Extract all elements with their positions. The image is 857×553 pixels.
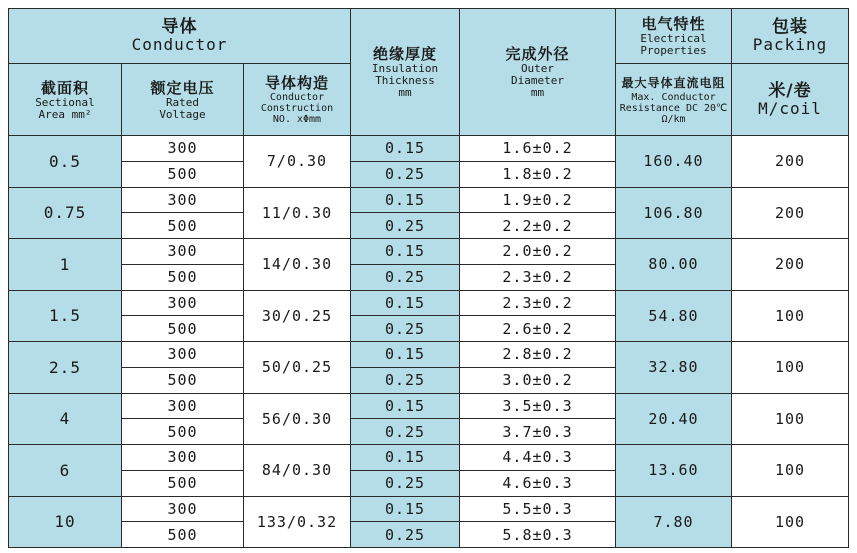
max-resistance-cell: 13.60 [616,445,732,497]
table-row [9,342,849,368]
outer-diameter-cell: 5.8±0.3 [460,522,616,548]
table-row [9,187,849,213]
conductor-construction-cell: 50/0.25 [244,342,351,394]
header-rated-cn: 额定电压 [150,78,215,97]
header-conductor-en: Conductor [131,35,228,54]
rated-voltage-cell: 300 [122,136,244,162]
header-electrical-properties [616,9,732,64]
outer-diameter-cell: 2.3±0.2 [460,290,616,316]
table-row [9,290,849,316]
header-rated-voltage [122,64,244,136]
sectional-area-cell: 0.5 [9,136,122,188]
outer-diameter-cell: 2.2±0.2 [460,213,616,239]
header-sectional-area [9,64,122,136]
outer-diameter-cell: 3.5±0.3 [460,393,616,419]
header-resistance-en1: Max. Conductor [631,92,716,103]
header-outer-cn: 完成外径 [505,45,570,63]
sectional-area-cell: 1 [9,239,122,291]
table-row [9,445,849,471]
header-packing-en: Packing [752,35,828,54]
header-sectional-cn: 截面积 [40,78,89,97]
header-construction-en1: Conductor [269,92,325,103]
header-outer-en1: Outer [520,62,555,75]
header-coil-en: M/coil [758,98,822,118]
insulation-thickness-cell: 0.15 [351,239,460,265]
rated-voltage-cell: 300 [122,445,244,471]
sectional-area-cell: 2.5 [9,342,122,394]
rated-voltage-cell: 300 [122,393,244,419]
header-outer-en2: Diameter [511,74,564,87]
header-resistance-en3: Ω/km [661,114,686,125]
table-row [9,393,849,419]
rated-voltage-cell: 300 [122,239,244,265]
conductor-construction-cell: 84/0.30 [244,445,351,497]
conductor-construction-cell: 133/0.32 [244,496,351,548]
header-conductor-cn: 导体 [161,17,198,37]
header-insulation-unit: mm [398,86,412,99]
conductor-construction-cell: 14/0.30 [244,239,351,291]
sectional-area-cell: 0.75 [9,187,122,239]
outer-diameter-cell: 2.8±0.2 [460,342,616,368]
insulation-thickness-cell: 0.25 [351,419,460,445]
header-conductor-construction [244,64,351,136]
sectional-area-cell: 10 [9,496,122,548]
header-outer-diameter [460,9,616,136]
header-packing-cn: 包装 [772,17,808,37]
rated-voltage-cell: 500 [122,316,244,342]
insulation-thickness-cell: 0.15 [351,393,460,419]
max-resistance-cell: 32.80 [616,342,732,394]
outer-diameter-cell: 2.3±0.2 [460,264,616,290]
header-construction-en2: Construction [260,103,334,114]
packing-cell: 100 [732,342,849,394]
cable-spec-table [8,8,849,548]
rated-voltage-cell: 500 [122,264,244,290]
header-electrical-en1: Electrical [640,32,707,45]
header-insulation-en1: Insulation [371,62,439,75]
header-construction-en3: NO. xΦmm [272,114,322,125]
rated-voltage-cell: 500 [122,161,244,187]
insulation-thickness-cell: 0.15 [351,290,460,316]
outer-diameter-cell: 2.6±0.2 [460,316,616,342]
packing-cell: 100 [732,496,849,548]
rated-voltage-cell: 500 [122,470,244,496]
packing-cell: 200 [732,187,849,239]
header-rated-en1: Rated [165,95,200,109]
header-outer-unit: mm [530,86,545,99]
max-resistance-cell: 20.40 [616,393,732,445]
packing-cell: 100 [732,445,849,497]
insulation-thickness-cell: 0.15 [351,342,460,368]
table-row [9,136,849,162]
outer-diameter-cell: 1.9±0.2 [460,187,616,213]
header-rated-en2: Voltage [159,107,206,121]
spec-table-body [9,136,849,548]
outer-diameter-cell: 3.0±0.2 [460,367,616,393]
header-max-resistance [616,64,732,136]
header-meters-per-coil [732,64,849,136]
packing-cell: 200 [732,239,849,291]
sectional-area-cell: 1.5 [9,290,122,342]
table-row [9,239,849,265]
rated-voltage-cell: 300 [122,342,244,368]
insulation-thickness-cell: 0.25 [351,367,460,393]
header-coil-cn: 米/卷 [768,80,812,101]
outer-diameter-cell: 2.0±0.2 [460,239,616,265]
insulation-thickness-cell: 0.25 [351,470,460,496]
max-resistance-cell: 54.80 [616,290,732,342]
insulation-thickness-cell: 0.25 [351,522,460,548]
header-packing [732,9,849,64]
rated-voltage-cell: 500 [122,213,244,239]
max-resistance-cell: 106.80 [616,187,732,239]
outer-diameter-cell: 1.8±0.2 [460,161,616,187]
rated-voltage-cell: 300 [122,290,244,316]
insulation-thickness-cell: 0.15 [351,496,460,522]
header-resistance-cn: 最大导体直流电阻 [621,76,726,90]
insulation-thickness-cell: 0.25 [351,316,460,342]
header-insulation-thickness [351,9,460,136]
insulation-thickness-cell: 0.25 [351,264,460,290]
insulation-thickness-cell: 0.15 [351,187,460,213]
outer-diameter-cell: 4.6±0.3 [460,470,616,496]
header-insulation-en2: Thickness [375,74,435,87]
header-insulation-cn: 绝缘厚度 [372,45,437,63]
header-conductor [9,9,351,64]
outer-diameter-cell: 4.4±0.3 [460,445,616,471]
header-electrical-cn: 电气特性 [641,15,706,33]
sectional-area-cell: 6 [9,445,122,497]
header-resistance-en2: Resistance DC 20℃ [619,103,728,114]
header-sectional-en2: Area mm² [38,107,92,121]
rated-voltage-cell: 500 [122,522,244,548]
max-resistance-cell: 7.80 [616,496,732,548]
insulation-thickness-cell: 0.25 [351,213,460,239]
max-resistance-cell: 160.40 [616,136,732,188]
conductor-construction-cell: 30/0.25 [244,290,351,342]
header-construction-cn: 导体构造 [264,74,329,92]
insulation-thickness-cell: 0.25 [351,161,460,187]
outer-diameter-cell: 3.7±0.3 [460,419,616,445]
rated-voltage-cell: 300 [122,496,244,522]
insulation-thickness-cell: 0.15 [351,136,460,162]
rated-voltage-cell: 500 [122,419,244,445]
packing-cell: 100 [732,290,849,342]
header-sectional-en1: Sectional [35,95,95,109]
header-electrical-en2: Properties [640,44,707,57]
sectional-area-cell: 4 [9,393,122,445]
conductor-construction-cell: 56/0.30 [244,393,351,445]
max-resistance-cell: 80.00 [616,239,732,291]
outer-diameter-cell: 5.5±0.3 [460,496,616,522]
insulation-thickness-cell: 0.15 [351,445,460,471]
rated-voltage-cell: 300 [122,187,244,213]
conductor-construction-cell: 7/0.30 [244,136,351,188]
table-row [9,496,849,522]
rated-voltage-cell: 500 [122,367,244,393]
conductor-construction-cell: 11/0.30 [244,187,351,239]
packing-cell: 200 [732,136,849,188]
outer-diameter-cell: 1.6±0.2 [460,136,616,162]
packing-cell: 100 [732,393,849,445]
